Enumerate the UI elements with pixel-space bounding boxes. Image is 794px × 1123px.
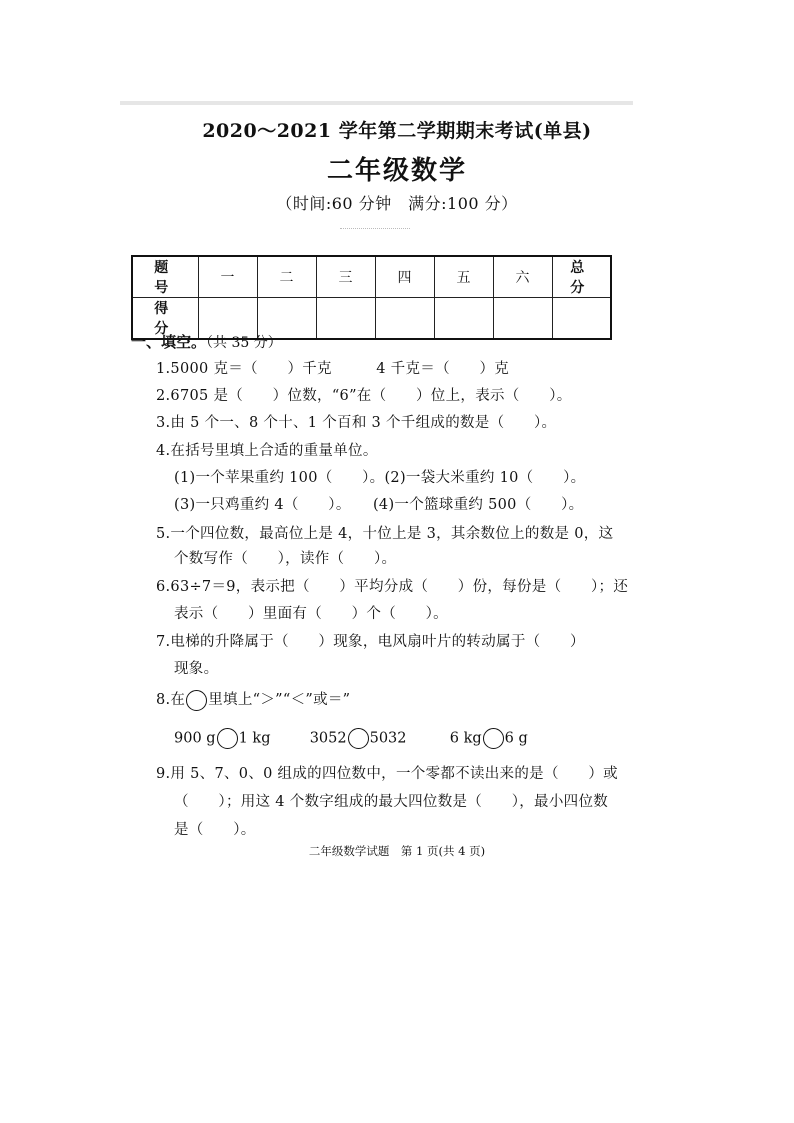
question-8-prefix: 8.在 xyxy=(156,692,186,708)
compare-circle-icon xyxy=(186,690,207,711)
score-entry-cell[interactable] xyxy=(316,298,375,340)
subject-title: 二年级数学 xyxy=(326,156,467,186)
score-table xyxy=(131,255,615,340)
compare-2-left: 3052 xyxy=(309,730,347,747)
scan-edge-line xyxy=(120,101,633,105)
faint-dots xyxy=(340,228,410,231)
section-heading xyxy=(131,331,282,352)
question-2: 2.6705 是（ ）位数，“6”在（ ）位上，表示（ ）。 xyxy=(156,388,572,404)
question-6-line-2: 表示（ ）里面有（ ）个（ ）。 xyxy=(174,606,448,622)
score-header-cell: 四 xyxy=(375,256,434,298)
question-6-line-1: 6.63÷7＝9，表示把（ ）平均分成（ ）份，每份是（ ）；还 xyxy=(156,579,629,595)
exam-title: 2020～2021 学年第二学期期末考试(单县) xyxy=(202,120,592,142)
compare-3-left: 6 kg xyxy=(449,730,482,747)
compare-circle-icon[interactable] xyxy=(217,728,238,749)
compare-1-right: 1 kg xyxy=(238,730,271,747)
compare-3-right: 6 g xyxy=(504,730,528,747)
question-1: 1.5000 克＝（ ）千克 4 千克＝（ ）克 xyxy=(156,361,510,377)
score-header-cell: 总 分 xyxy=(552,256,611,298)
question-4: 4.在括号里填上合适的重量单位。 xyxy=(156,443,378,459)
score-header-cell: 六 xyxy=(493,256,552,298)
compare-1-left: 900 g xyxy=(174,730,216,747)
score-entry-cell[interactable] xyxy=(493,298,552,340)
question-8 xyxy=(156,688,350,711)
question-8-instruction: 里填上“＞”“＜”或＝” xyxy=(208,692,351,708)
question-4-part-a: (1)一个苹果重约 100（ ）。(2)一袋大米重约 10（ ）。 xyxy=(174,470,586,486)
page-footer: 二年级数学试题 第 1 页(共 4 页) xyxy=(308,844,486,858)
section-title: 一、填空。 xyxy=(131,333,207,351)
score-header-cell: 三 xyxy=(316,256,375,298)
compare-circle-icon[interactable] xyxy=(348,728,369,749)
score-table-header-row xyxy=(132,256,611,298)
question-4-part-b: (3)一只鸡重约 4（ ）。 (4)一个篮球重约 500（ ）。 xyxy=(174,497,584,513)
question-8-comparisons xyxy=(174,728,528,749)
time-score-info: （时间:60 分钟 满分:100 分） xyxy=(276,194,518,213)
score-header-cell: 二 xyxy=(257,256,316,298)
score-header-cell: 五 xyxy=(434,256,493,298)
compare-2-right: 5032 xyxy=(369,730,407,747)
score-header-cell: 题 号 xyxy=(132,256,198,298)
score-entry-cell[interactable] xyxy=(434,298,493,340)
question-7-line-2: 现象。 xyxy=(174,661,219,677)
score-label-cell: 得 分 xyxy=(132,298,198,340)
compare-circle-icon[interactable] xyxy=(483,728,504,749)
question-9-line-2: （ ）；用这 4 个数字组成的最大四位数是（ ），最小四位数 xyxy=(174,794,609,810)
score-entry-cell[interactable] xyxy=(552,298,611,340)
question-9-line-1: 9.用 5、7、0、0 组成的四位数中，一个零都不读出来的是（ ）或 xyxy=(156,766,618,782)
section-points: （共 35 分） xyxy=(206,335,282,351)
question-9-line-3: 是（ ）。 xyxy=(174,822,256,838)
question-3: 3.由 5 个一、8 个十、1 个百和 3 个千组成的数是（ ）。 xyxy=(156,415,557,431)
question-5-line-1: 5.一个四位数，最高位上是 4，十位上是 3，其余数位上的数是 0，这 xyxy=(156,526,614,542)
score-header-cell: 一 xyxy=(198,256,257,298)
question-5-line-2: 个数写作（ ），读作（ ）。 xyxy=(174,551,397,567)
question-7-line-1: 7.电梯的升降属于（ ）现象，电风扇叶片的转动属于（ ） xyxy=(156,634,585,650)
score-entry-cell[interactable] xyxy=(375,298,434,340)
